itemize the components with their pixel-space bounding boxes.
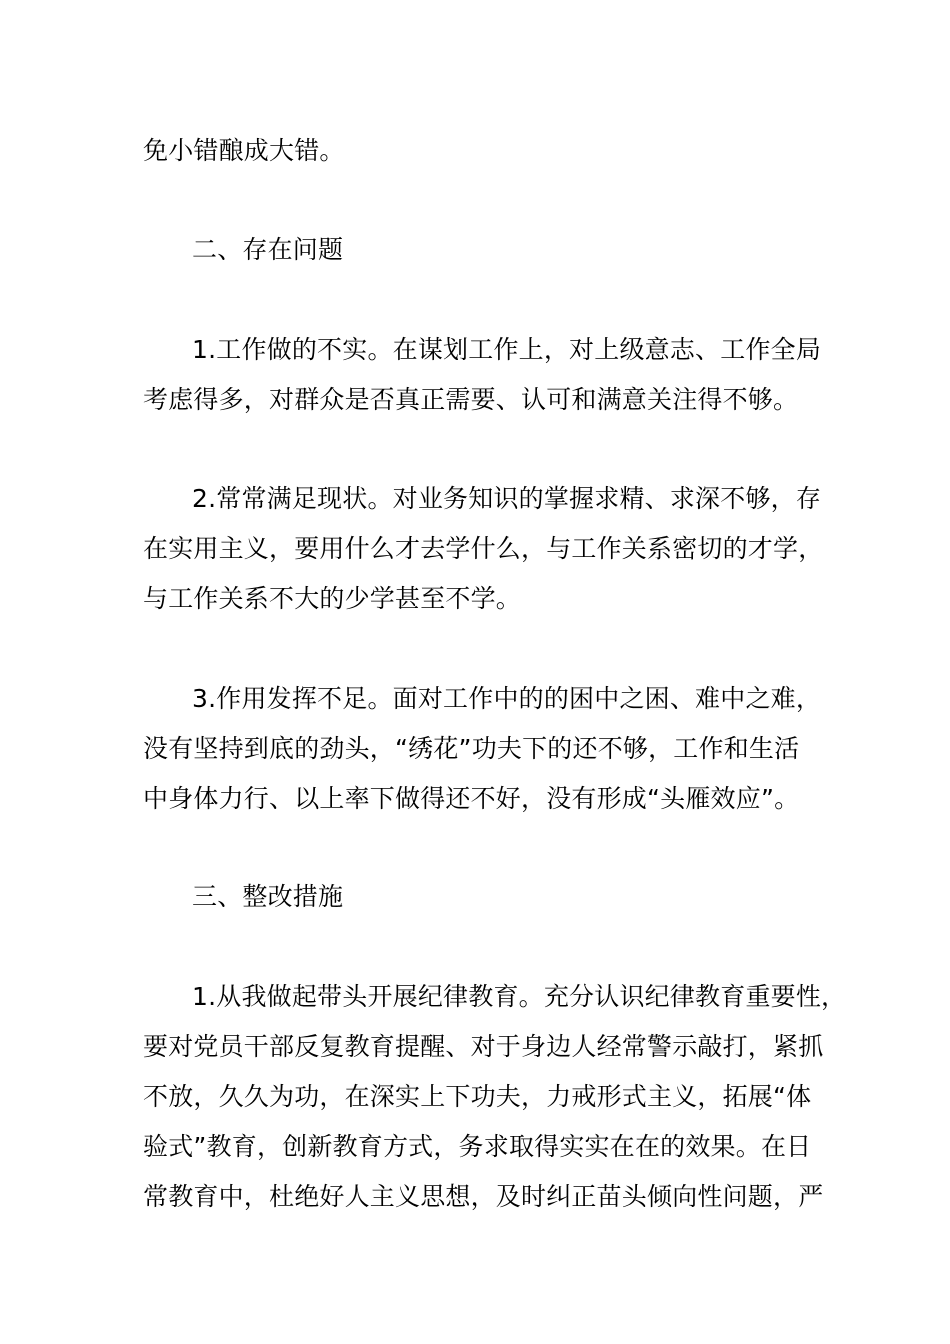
text-line: 验式”教育，创新教育方式，务求取得实实在在的效果。在日 bbox=[143, 1132, 812, 1161]
text-line: 与工作关系不大的少学甚至不学。 bbox=[143, 584, 522, 613]
text-line: 没有坚持到底的劲头，“绣花”功夫下的还不够，工作和生活 bbox=[143, 734, 800, 763]
text-line: 3.作用发挥不足。面对工作中的的困中之困、难中之难， bbox=[192, 684, 822, 713]
text-line: 2.常常满足现状。对业务知识的掌握求精、求深不够，存 bbox=[192, 484, 822, 513]
text-line: 常教育中，杜绝好人主义思想，及时纠正苗头倾向性问题，严 bbox=[143, 1182, 824, 1211]
text-line: 考虑得多，对群众是否真正需要、认可和满意关注得不够。 bbox=[143, 385, 799, 414]
text-line: 不放，久久为功，在深实上下功夫，力戒形式主义，拓展“体 bbox=[143, 1082, 812, 1111]
text-line: 中身体力行、以上率下做得还不好，没有形成“头雁效应”。 bbox=[143, 784, 800, 813]
section-heading: 二、存在问题 bbox=[192, 235, 344, 264]
text-line: 1.从我做起带头开展纪律教育。充分认识纪律教育重要性， bbox=[192, 982, 847, 1011]
text-line: 免小错酿成大错。 bbox=[143, 136, 345, 165]
text-line: 1.工作做的不实。在谋划工作上，对上级意志、工作全局 bbox=[192, 335, 822, 364]
section-heading: 三、整改措施 bbox=[192, 882, 344, 911]
text-line: 在实用主义，要用什么才去学什么，与工作关系密切的才学， bbox=[143, 534, 824, 563]
text-line: 要对党员干部反复教育提醒、对于身边人经常警示敲打，紧抓 bbox=[143, 1032, 824, 1061]
